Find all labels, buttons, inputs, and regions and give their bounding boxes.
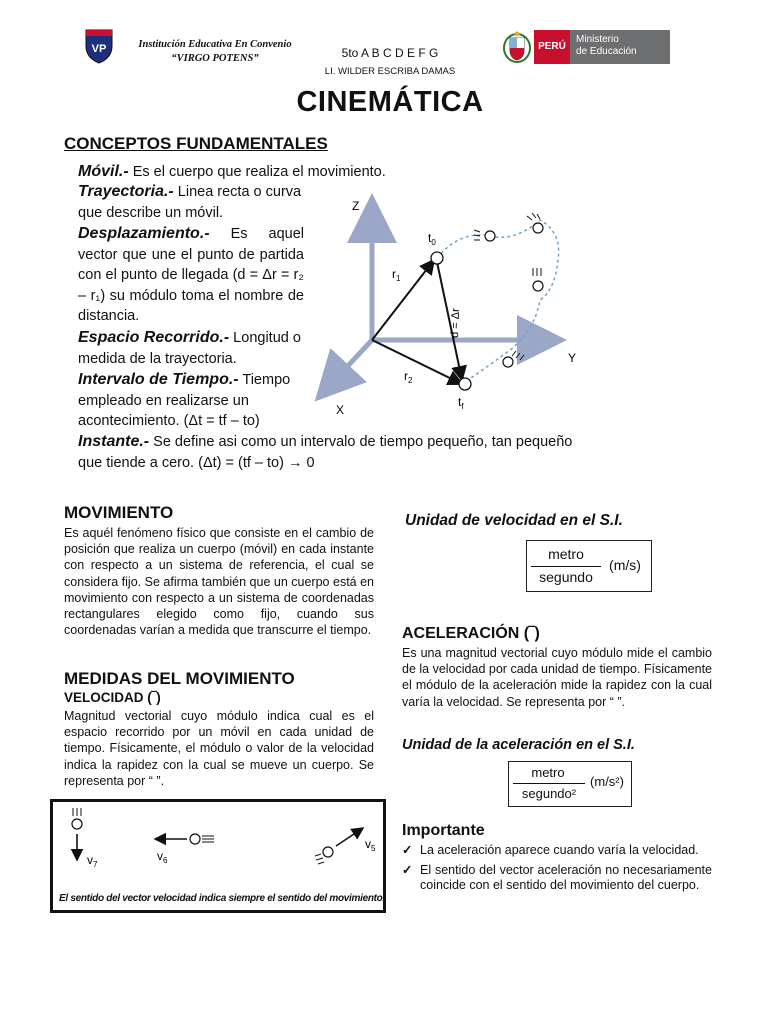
list-item <box>402 843 712 859</box>
desplazamiento-text: Es aquel vector que une el punto de partida con el punto de llegada (d = Δr = r₂ – r₁) su módulo toma el nombre de distancia. <box>78 226 304 324</box>
def-espacio <box>78 328 306 369</box>
coat-of-arms-icon <box>502 30 532 64</box>
list-item <box>402 863 712 894</box>
medidas-heading: MEDIDAS DEL MOVIMIENTO <box>64 669 295 688</box>
vector-r1 <box>372 260 434 340</box>
label-r2: $r_2$ <box>404 369 413 385</box>
trayectoria-text: Linea recta o curva que describe un móvil. <box>78 184 302 221</box>
fraction-line <box>513 783 585 784</box>
label-x: X <box>336 403 345 417</box>
x-axis <box>318 340 372 398</box>
motion-streak <box>202 836 214 842</box>
label-v7: $v_7$ <box>87 853 98 869</box>
trajectory-path <box>437 220 559 382</box>
logo-text: VP <box>91 43 107 55</box>
def-intervalo <box>78 370 306 432</box>
instante-text: Se define asi como un intervalo de tiempo pequeño, tan pequeño que tiende a cero. (Δt) = (tf – to) → 0 <box>78 434 573 471</box>
grades-label: 5to A B C D E F G <box>341 46 439 60</box>
ministry-line-1: Ministerio <box>576 34 619 45</box>
ball-c <box>533 281 543 291</box>
movimiento-heading: MOVIMIENTO <box>64 503 174 522</box>
vector-v5 <box>336 828 363 846</box>
unidad-velocidad-heading: Unidad de velocidad en el S.I. <box>405 512 623 529</box>
velocity-numerator: metro <box>548 546 584 562</box>
def-trayectoria <box>78 182 313 223</box>
instante-term: Instante.- <box>78 433 150 450</box>
check-icon: ✓ <box>402 862 413 877</box>
velocity-unit-formula <box>526 540 652 592</box>
velocity-caption: El sentido del vector velocidad indica siempre el sentido del movimiento. <box>59 893 385 904</box>
importante-heading: Importante <box>402 822 485 839</box>
velocity-denominator: segundo <box>539 569 593 585</box>
check-icon: ✓ <box>402 843 413 857</box>
label-r1: $r_1$ <box>392 267 401 283</box>
label-tf: $t_f$ <box>458 395 464 411</box>
label-z: Z <box>352 199 360 213</box>
velocity-unit: (m/s) <box>609 557 641 573</box>
conceptos-heading: CONCEPTOS FUNDAMENTALES <box>64 134 328 153</box>
fraction-line <box>531 566 601 567</box>
motion-streak <box>533 268 541 276</box>
velocity-figure <box>50 799 386 913</box>
ministry-badge <box>570 30 670 64</box>
ball-a <box>485 231 495 241</box>
institution-name <box>100 38 330 66</box>
trayectoria-term: Trayectoria.- <box>78 183 174 200</box>
ball-b <box>533 223 543 233</box>
institution-line-1: Institución Educativa En Convenio <box>138 39 292 50</box>
label-v5: $v_5$ <box>365 837 376 853</box>
intervalo-text: Tiempo empleado en realizarse un acontecimiento. (Δt = tf – to) <box>78 372 291 429</box>
movimiento-text: Es aquél fenómeno físico que consiste en el cambio de posición que realiza un cuerpo (móvil) en cada instante con respecto a un sistema de referencia, el cual se considera fijo. Se afirma también que un cuerpo está en movimiento con respecto a un sistema de coordenadas rectangulares elegido como fijo, cuando sus coordenadas varían a medida que transcurre el tiempo. <box>64 526 374 638</box>
motion-streak <box>73 808 81 816</box>
teacher-name: LI. WILDER ESCRIBA DAMAS <box>324 66 456 77</box>
peru-badge: PERÚ <box>534 30 570 64</box>
def-instante <box>78 432 588 473</box>
motion-streak <box>527 213 540 220</box>
movil-text: Es el cuerpo que realiza el movimiento. <box>128 164 386 180</box>
desplazamiento-term: Desplazamiento.- <box>78 225 210 242</box>
page-title: CINEMÁTICA <box>296 86 484 118</box>
movil-term: Móvil.- <box>78 163 129 180</box>
institution-line-2: “VIRGO POTENS” <box>171 53 259 64</box>
espacio-term: Espacio Recorrido.- <box>78 329 230 346</box>
trajectory-diagram <box>300 190 600 420</box>
ball-t0 <box>431 252 443 264</box>
acceleration-numerator: metro <box>531 765 565 780</box>
acceleration-denominator: segundo² <box>521 786 577 801</box>
motion-streak <box>315 854 324 864</box>
ball-d <box>503 357 513 367</box>
label-y: Y <box>568 351 577 365</box>
velocidad-text: Magnitud vectorial cuyo módulo indica cual es el espacio recorrido por un móvil en cada unidad de tiempo. Físicamente, el módulo o valor de la velocidad indica la rapidez con la cual se mueve un cuerpo. Se representa por “ ”. <box>64 709 374 788</box>
ministry-line-2: de Educación <box>576 46 637 57</box>
acceleration-unit: (m/s²) <box>590 774 624 789</box>
def-movil <box>78 162 598 183</box>
velocidad-heading: VELOCIDAD (‾) <box>64 690 161 705</box>
importante-item-1: La aceleración aparece cuando varía la velocidad. <box>420 843 699 857</box>
importante-item-2: El sentido del vector aceleración no necesariamente coincide con el sentido del movimiento del cuerpo. <box>420 862 712 892</box>
peru-coat-of-arms <box>502 30 532 64</box>
importante-list <box>402 843 712 894</box>
def-desplazamiento <box>78 224 304 327</box>
label-t0: $t_0$ <box>428 231 436 247</box>
motion-streak <box>512 351 524 360</box>
ball-v6 <box>190 834 200 844</box>
label-d: d = Δr <box>449 308 463 339</box>
label-v6: $v_6$ <box>157 849 168 865</box>
espacio-text: Longitud o medida de la trayectoria. <box>78 330 301 367</box>
acceleration-unit-formula <box>508 761 632 807</box>
unidad-aceleracion-heading: Unidad de la aceleración en el S.I. <box>402 737 635 753</box>
ball-tf <box>459 378 471 390</box>
vector-r2 <box>372 340 462 384</box>
intervalo-term: Intervalo de Tiempo.- <box>78 371 239 388</box>
aceleracion-text: Es una magnitud vectorial cuyo módulo mide el cambio de la velocidad por cada unidad de tiempo. Físicamente el módulo de la aceleración mide la rapidez con la cual varía la velocidad. Se representa por “ ”. <box>402 646 712 709</box>
ball-v7 <box>72 819 82 829</box>
ball-v5 <box>323 847 333 857</box>
aceleracion-heading: ACELERACIÓN (‾) <box>402 625 540 642</box>
